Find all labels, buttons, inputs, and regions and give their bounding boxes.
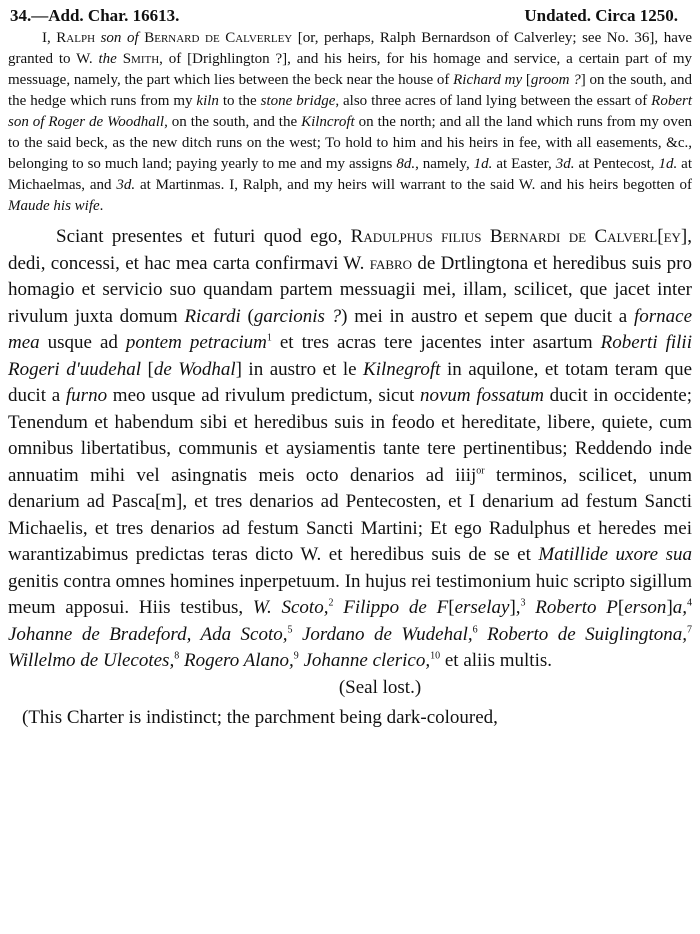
footnote-marker: 6 <box>472 624 478 636</box>
footnote-marker: 7 <box>687 624 693 636</box>
charter-header <box>8 6 692 26</box>
footnote-marker: 8 <box>174 650 180 662</box>
footnote-marker: 1 <box>266 332 272 344</box>
footnote-marker: 2 <box>328 597 334 609</box>
charter-date: Undated. Circa 1250. <box>524 6 678 25</box>
charter-condition-note: (This Charter is indistinct; the parchment being dark-coloured, <box>22 707 498 728</box>
document-page <box>8 6 692 732</box>
footnote-marker: 3 <box>520 597 526 609</box>
seal-note: (Seal lost.) <box>338 676 422 698</box>
footnote-marker: 9 <box>293 650 299 662</box>
footnote-marker: 10 <box>430 650 441 662</box>
charter-number: 34.—Add. Char. 16613. <box>10 6 180 25</box>
footnote-marker: 5 <box>287 624 293 636</box>
footnote-marker: 4 <box>687 597 693 609</box>
english-summary: I, Ralph son of Bernard de Calverley [or, perhaps, Ralph Bernardson of Calverley; see No. 36], have granted to W. the Smith, of [Drighlington ?], and his heirs, for his homage and service, a certain part of my messuage, namely, the part which lies between the beck near the house of Richard my [groom ?] on the south, and the hedge which runs from my kiln to the stone bridge, also three acres of land lying between the essart of Robert son of Roger de Woodhall, on the south, and the Kilncroft on the north; and all the land which runs from my oven to the said beck, as the new ditch runs on the west; To hold to him and his heirs in fee, with all easements, &c., belonging to so much land; paying yearly to me and my assigns 8d., namely, 1d. at Easter, 3d. at Pentecost, 1d. at Michaelmas, and 3d. at Martinmas. I, Ralph, and my heirs will warrant to the said W. and his heirs begotten of Maude his wife. <box>8 30 693 214</box>
latin-charter-text: Sciant presentes et futuri quod ego, Radulphus filius Bernardi de Calverl[ey], dedi, concessi, et hac mea carta confirmavi W. fabro de Drtlingtona et heredibus suis pro homagio et servicio suo quandam partem messuagii mei, illam, scilicet, que jacet inter rivulum juxta domum Ricardi (garcionis ?) mei in austro et sepem que ducit a fornace mea usque ad pontem petracium$^1$ et tres acras tere jacentes inter asartum Roberti filii Rogeri d'uudehal [de Wodhal] in austro et le Kilnegroft in aquilone, et totam teram que ducit a furno meo usque ad rivulum predictum, sicut novum fossatum ducit in occidente; Tenendum et habendum sibi et heredibus suis in feodo et hereditate, libere, quiete, cum omnibus libertatibus, communis et aysiamentis tante tere pertinentibus; Reddendo inde annuatim mihi vel asingnatis meis octo denarios ad iiij$^{or}$ terminos, scilicet, unum denarium ad Pasca[m], et tres denarios ad Pentecosten, et I denarium ad festum Sancti Michaelis, et tres denarios ad festum Sancti Martini; Et ego Radulphus et heredes mei warantizabimus predictas teras dicto W. et heredibus suis de se et Matillide uxore sua genitis contra omnes homines inperpetuum. In hujus rei testimonium huic scripto sigillum meum apposui. Hiis testibus, W. Scoto,$^2$ Filippo de F[erselay],$^3$ Roberto P[erson]a,$^4$ Johanne de Bradeford, Ada Scoto,$^5$ Jordano de Wudehal,$^6$ Roberto de Suiglingtona,$^7$ Willelmo de Ulecotes,$^8$ Rogero Alano,$^9$ Johanne clerico,$^{10}$ et aliis multis. (Seal lost.) <box>8 224 692 701</box>
